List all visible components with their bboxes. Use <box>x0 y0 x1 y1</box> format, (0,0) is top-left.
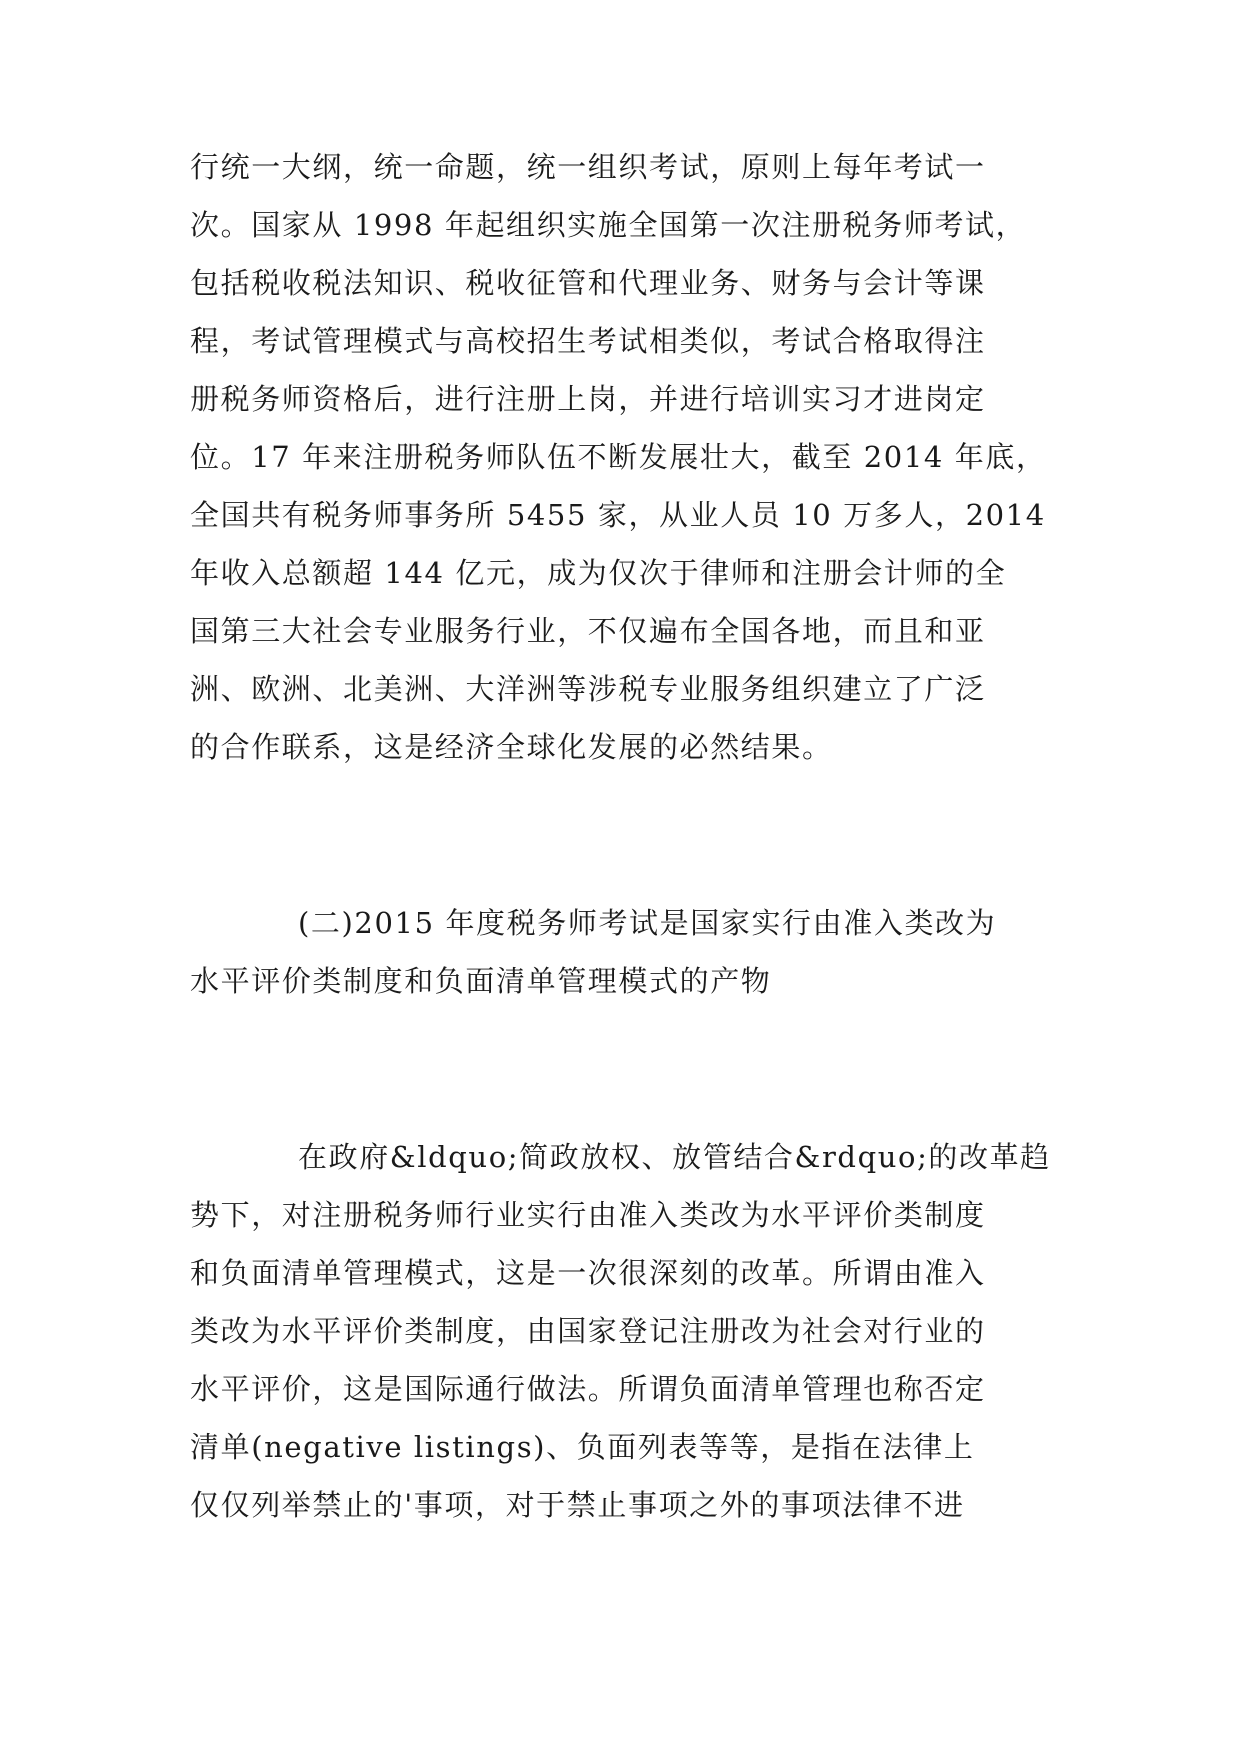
paragraph-line: 册税务师资格后，进行注册上岗，并进行培训实习才进岗定 <box>190 382 986 416</box>
paragraph-line: 洲、欧洲、北美洲、大洋洲等涉税专业服务组织建立了广泛 <box>190 672 986 706</box>
heading-line: (二)2015 年度税务师考试是国家实行由准入类改为 <box>298 906 997 940</box>
paragraph-line: 和负面清单管理模式，这是一次很深刻的改革。所谓由准入 <box>190 1256 986 1290</box>
paragraph-line: 行统一大纲，统一命题，统一组织考试，原则上每年考试一 <box>190 150 986 184</box>
paragraph-line: 次。国家从 1998 年起组织实施全国第一次注册税务师考试， <box>190 208 1027 242</box>
paragraph-line: 全国共有税务师事务所 5455 家，从业人员 10 万多人，2014 <box>190 498 1046 532</box>
paragraph-line: 年收入总额超 144 亿元，成为仅次于律师和注册会计师的全 <box>190 556 1007 590</box>
paragraph-line: 程，考试管理模式与高校招生考试相类似，考试合格取得注 <box>190 324 986 358</box>
paragraph-line: 在政府&ldquo;简政放权、放管结合&rdquo;的改革趋 <box>298 1140 1051 1174</box>
paragraph-line: 清单(negative listings)、负面列表等等，是指在法律上 <box>190 1430 975 1464</box>
paragraph-line: 仅仅列举禁止的'事项，对于禁止事项之外的事项法律不进 <box>190 1488 965 1522</box>
paragraph-line: 位。17 年来注册税务师队伍不断发展壮大，截至 2014 年底， <box>190 440 1047 474</box>
paragraph-line: 的合作联系，这是经济全球化发展的必然结果。 <box>190 730 833 764</box>
paragraph-line: 包括税收税法知识、税收征管和代理业务、财务与会计等课 <box>190 266 986 300</box>
heading-line: 水平评价类制度和负面清单管理模式的产物 <box>190 964 772 998</box>
paragraph-line: 类改为水平评价类制度，由国家登记注册改为社会对行业的 <box>190 1314 986 1348</box>
paragraph-line: 水平评价，这是国际通行做法。所谓负面清单管理也称否定 <box>190 1372 986 1406</box>
paragraph-line: 势下，对注册税务师行业实行由准入类改为水平评价类制度 <box>190 1198 986 1232</box>
paragraph-line: 国第三大社会专业服务行业，不仅遍布全国各地，而且和亚 <box>190 614 986 648</box>
